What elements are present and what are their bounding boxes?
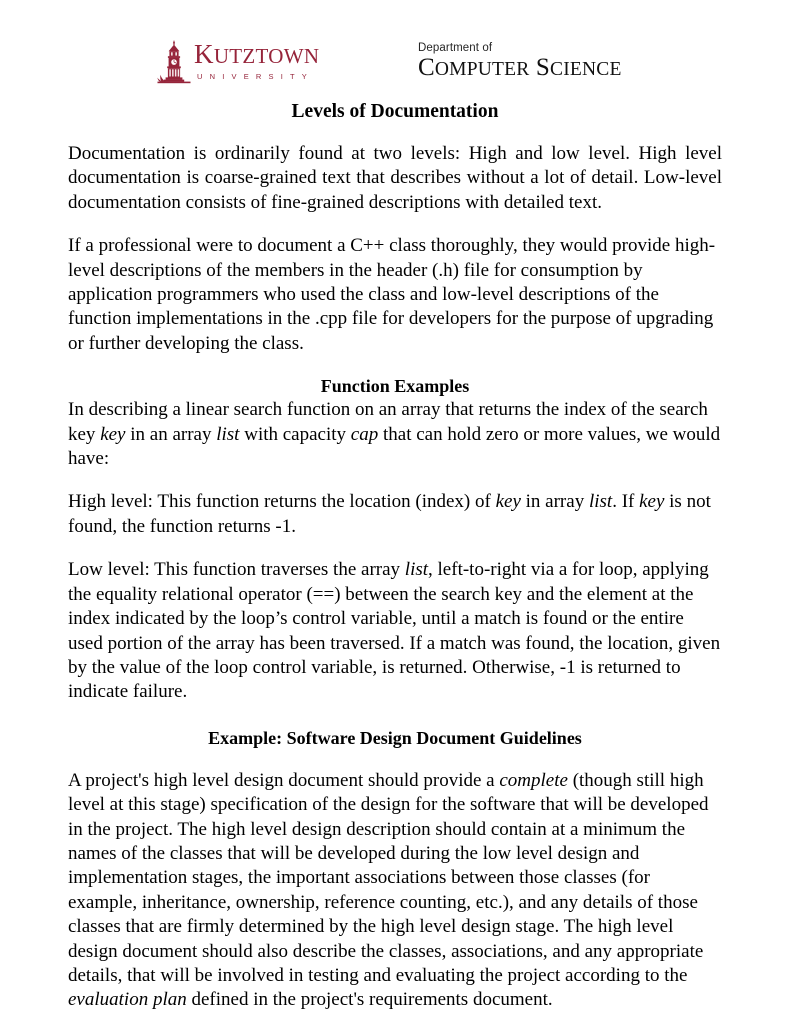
italic-key-2: key — [495, 491, 521, 513]
sdd-text-1: A project's high level design document should provide a — [68, 769, 500, 791]
low-level-text-2: , left-to-right via a for loop, applying the equality relational operator (==) between the search key and the element at the index indicated by the loop’s control variable, until a match is found or the entire used portion of the array has been traversed. If a match was found, the location, given by the value of the loop control variable, is returned. Otherwise, -1 is returned to indicate failure. — [68, 559, 721, 703]
italic-key-3: key — [639, 491, 665, 513]
department-name-label: COMPUTER SCIENCE — [418, 54, 622, 81]
high-level-text-2: in array — [520, 491, 589, 513]
kutztown-wordmark — [194, 41, 319, 81]
high-level-text-3: . If — [612, 491, 640, 513]
computer-science-department-logo — [418, 42, 622, 83]
heading-function-examples: Function Examples — [320, 376, 470, 397]
page-title: Levels of Documentation — [291, 101, 499, 122]
italic-list-1: list — [216, 423, 240, 445]
italic-complete: complete — [499, 769, 568, 791]
low-level-text-1: Low level: This function traverses the array — [68, 559, 405, 581]
italic-list-2: list — [588, 491, 613, 513]
sdd-text-3: defined in the project's requirements document. — [186, 989, 553, 1011]
high-level-text-1: High level: This function returns the location (index) of — [68, 491, 496, 513]
sdd-text-2: (though still high level at this stage) specification of the design for the software that will be developed in the project. The high level design description should contain at a minimum the names of the classes that will be developed during the low level design and implementation stages, the important associations between those classes (for example, inheritance, ownership, reference counting, etc.), and any details of those classes that are firmly determined by the high level design stage. The high level design document should also describe the classes, associations, and any appropriate details, that will be involved in testing and evaluating the project according to the — [68, 769, 709, 986]
heading-example-sdd-guidelines: Example: Software Design Document Guidelines — [208, 727, 582, 748]
intro-text-2: in an array — [125, 423, 217, 445]
italic-key-1: key — [100, 423, 126, 445]
paragraph-linear-search-intro — [68, 398, 722, 471]
paragraph-levels-overview: Documentation is ordinarily found at two levels: High and low level. High level documentation is coarse-grained text that describes without a lot of detail. Low-level documentation consists of fine-grained descriptions with detailed text. — [68, 143, 722, 213]
paragraph-low-level-description — [68, 558, 722, 704]
intro-text-3: with capacity — [239, 423, 351, 445]
italic-cap: cap — [350, 423, 379, 445]
page-header — [0, 38, 791, 94]
italic-list-3: list — [404, 559, 429, 581]
kutztown-university-logo — [157, 40, 319, 84]
italic-evaluation-plan: evaluation plan — [68, 989, 187, 1011]
paragraph-professional-example: If a professional were to document a C++ class thoroughly, they would provide high-level descriptions of the members in the header (.h) file for consumption by application programmers who used the class and low-level descriptions of the function implementations in the .cpp file for developers for the purpose of upgrading or further developing the class. — [68, 235, 716, 354]
high-level-text-4: is not found, the function returns -1. — [68, 491, 711, 537]
kutztown-subtitle: UNIVERSITY — [197, 72, 315, 81]
intro-text-4: that can hold zero or more values, we would have: — [68, 423, 721, 470]
document-content — [68, 100, 722, 1013]
paragraph-sdd-guidelines — [68, 769, 722, 1013]
clock-tower-icon — [157, 40, 191, 84]
kutztown-name: KUTZTOWN — [194, 39, 320, 69]
intro-text-1: In describing a linear search function on an array that returns the index of the search key — [68, 399, 708, 445]
department-eyebrow-label: Department of — [418, 42, 493, 54]
paragraph-high-level-description — [68, 490, 722, 539]
